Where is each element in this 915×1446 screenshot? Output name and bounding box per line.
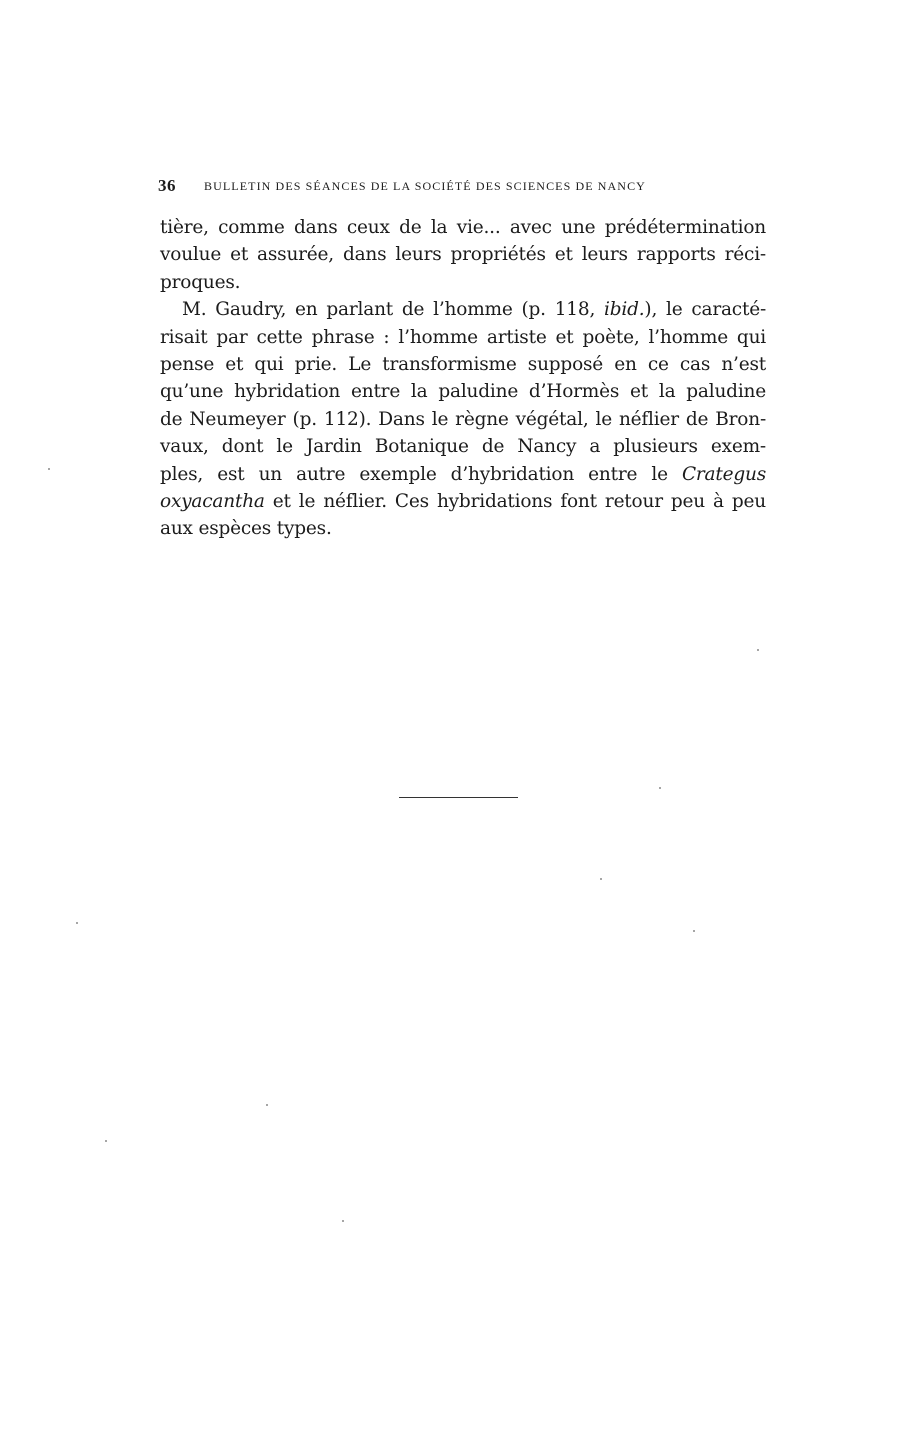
scan-speck — [693, 930, 695, 932]
italic-run: ibid. — [604, 299, 645, 321]
scan-speck — [659, 787, 661, 789]
text-line — [160, 296, 766, 323]
scan-speck — [48, 468, 50, 470]
scan-speck — [342, 1220, 344, 1222]
text-line: risait par cette phrase : l’homme artiste et poète, l’homme qui — [160, 326, 766, 348]
text-line — [160, 461, 766, 488]
text-line: vaux, dont le Jardin Botanique de Nancy a plusieurs exem- — [160, 436, 766, 458]
text-run: ples, est un autre exemple d’hybridation entre le — [160, 463, 682, 485]
text-run: M. Gaudry, en parlant de l’homme (p. 118, — [182, 299, 605, 321]
text-run: et le néflier. Ces hybridations font retour peu à peu — [264, 491, 766, 513]
text-line: aux espèces types. — [160, 518, 332, 540]
italic-run: oxyacantha — [160, 491, 265, 513]
italic-run: Crategus — [681, 463, 766, 485]
paragraph — [160, 296, 766, 543]
text-line: pense et qui prie. Le transformisme supposé en ce cas n’est — [160, 354, 766, 376]
text-line: de Neumeyer (p. 112). Dans le règne végétal, le néflier de Bron- — [160, 408, 766, 430]
text-run: ), le caracté- — [644, 299, 766, 321]
text-line: voulue et assurée, dans leurs propriétés et leurs rapports réci- — [160, 244, 766, 266]
body-text — [160, 214, 766, 543]
page-number: 36 — [158, 176, 176, 195]
scan-speck — [600, 878, 602, 880]
scan-speck — [105, 1140, 107, 1142]
text-line: proques. — [160, 271, 241, 293]
paragraph — [160, 214, 766, 296]
scan-speck — [266, 1104, 268, 1106]
scan-speck — [76, 922, 78, 924]
end-rule — [399, 797, 518, 798]
text-line: tière, comme dans ceux de la vie... avec une prédétermination — [160, 217, 766, 238]
scan-speck — [757, 649, 759, 651]
text-line: qu’une hybridation entre la paludine d’Hormès et la paludine — [160, 381, 766, 403]
running-head — [158, 176, 766, 198]
running-title: BULLETIN DES SÉANCES DE LA SOCIÉTÉ DES SCIENCES DE NANCY — [204, 179, 646, 193]
text-line — [160, 488, 766, 515]
